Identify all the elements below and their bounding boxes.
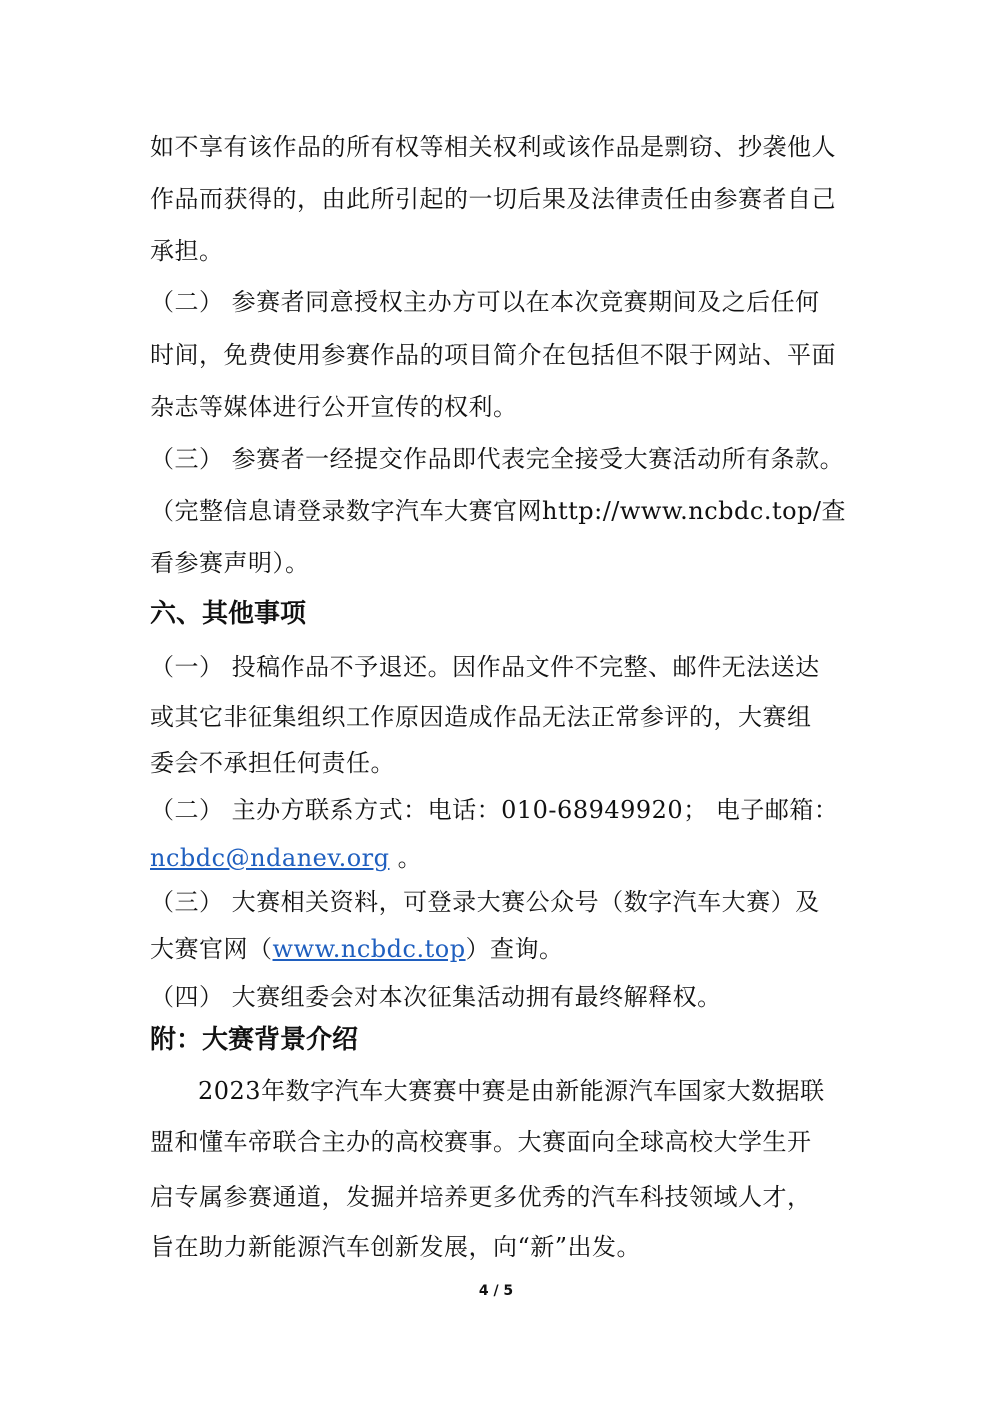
body-text-line: 时间，免费使用参赛作品的项目简介在包括但不限于网站、平面 — [150, 341, 836, 369]
website-suffix: ）查询。 — [465, 935, 564, 963]
body-text-line: （完整信息请登录数字汽车大赛官网http://www.ncbdc.top/查 — [150, 497, 847, 525]
body-text-line: 看参赛声明）。 — [150, 549, 310, 577]
appendix-text-line: 旨在助力新能源汽车创新发展，向“新”出发。 — [150, 1233, 642, 1261]
appendix-text-line: 盟和懂车帝联合主办的高校赛事。大赛面向全球高校大学生开 — [150, 1128, 812, 1156]
body-text-line: 作品而获得的，由此所引起的一切后果及法律责任由参赛者自己 — [150, 185, 836, 213]
body-text-line: 或其它非征集组织工作原因造成作品无法正常参评的，大赛组 — [150, 703, 812, 731]
email-line — [150, 843, 850, 873]
website-prefix: 大赛官网（ — [150, 935, 273, 963]
email-link[interactable]: ncbdc@ndanev.org — [150, 844, 390, 872]
other-item-1-line: （一） 投稿作品不予退还。因作品文件不完整、邮件无法送达 — [150, 653, 820, 681]
body-text-line: 杂志等媒体进行公开宣传的权利。 — [150, 393, 518, 421]
page-number: 4 / 5 — [478, 1283, 514, 1299]
body-text-line: 如不享有该作品的所有权等相关权利或该作品是剽窃、抄袭他人 — [150, 133, 836, 161]
clause-2-line: （二） 参赛者同意授权主办方可以在本次竞赛期间及之后任何 — [150, 288, 820, 316]
email-suffix: 。 — [389, 844, 423, 872]
appendix-text-line: 启专属参赛通道，发掘并培养更多优秀的汽车科技领域人才， — [150, 1183, 812, 1211]
website-link[interactable]: www.ncbdc.top — [272, 935, 466, 963]
appendix-heading: 附：大赛背景介绍 — [150, 1025, 359, 1055]
other-item-2-line: （二） 主办方联系方式：电话：010-68949920； 电子邮箱： — [150, 796, 839, 824]
other-item-4-line: （四） 大赛组委会对本次征集活动拥有最终解释权。 — [150, 983, 722, 1011]
website-line — [150, 934, 850, 964]
body-text-line: 承担。 — [150, 237, 224, 265]
body-text-line: 委会不承担任何责任。 — [150, 749, 395, 777]
appendix-text-line: 2023年数字汽车大赛赛中赛是由新能源汽车国家大数据联 — [198, 1077, 825, 1105]
clause-3-line: （三） 参赛者一经提交作品即代表完全接受大赛活动所有条款。 — [150, 445, 845, 473]
section-heading: 六、其他事项 — [150, 599, 307, 629]
other-item-3-line: （三） 大赛相关资料，可登录大赛公众号（数字汽车大赛）及 — [150, 888, 820, 916]
